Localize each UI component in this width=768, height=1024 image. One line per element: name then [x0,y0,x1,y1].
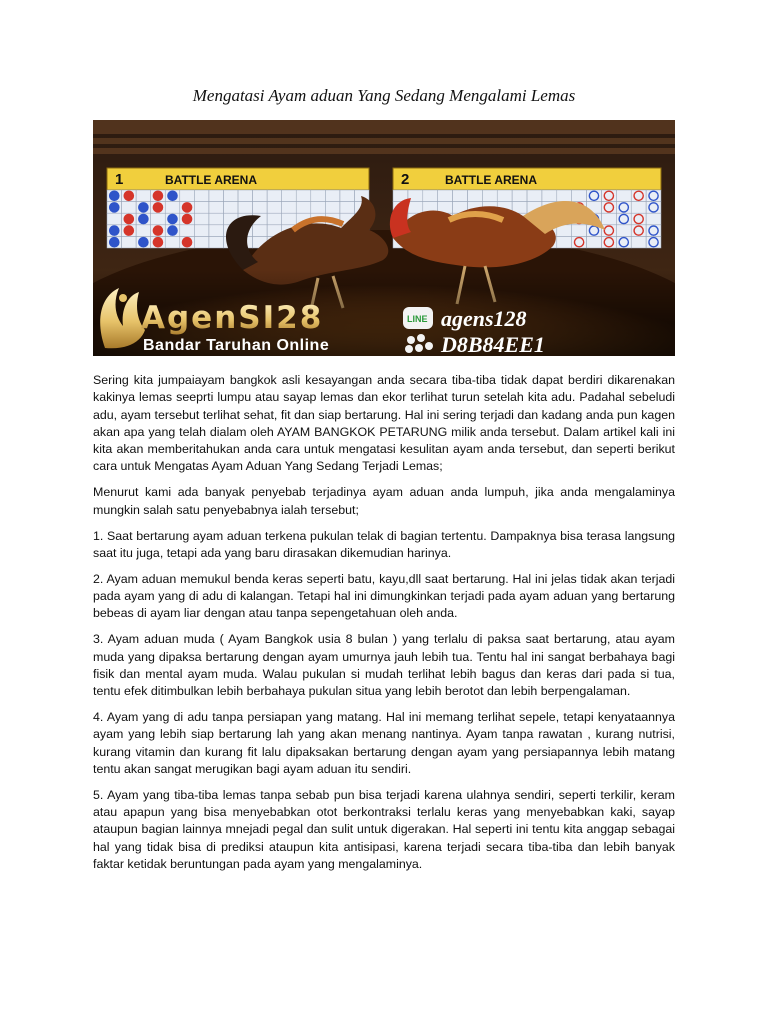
road-mark [124,191,133,200]
paragraph: Sering kita jumpaiayam bangkok asli kesayangan anda secara tiba-tiba tidak dapat berdiri dikarenakan kakinya lemas seeprti lumpu atau sayap lemas dan ekor terlihat turun setelah kita adu. Padahal sebeludi adu, ayam tersebut terlihat sehat, fit dan siap bertarung. Hal ini sering terjadi dan kadang anda pun kagen akan apa yang telah dialam oleh AYAM BANGKOK PETARUNG milik anda tersebut. Dalam artikel kali ini kita akan memberitahukan anda cara untuk mengatasi kesulitan ayam anda tersebut, dan seperti berikut cara untuk Mengatas Ayam Aduan Yang Sedang Terjadi Lemas; [93,373,675,474]
banner-image [93,120,675,356]
road-mark [110,238,119,247]
arena-right-label: BATTLE ARENA [445,173,537,187]
line-icon [403,307,433,329]
road-mark [182,238,191,247]
road-mark [139,203,148,212]
road-mark [153,191,162,200]
paragraph: 4. Ayam yang di adu tanpa persiapan yang matang. Hal ini memang terlihat sepele, tetapi kenyataannya ayam yang lebih siap bertarung lah yang akan menang nantinya. Ayam tanpa rawatan , kurang nutrisi, kurang vitamin dan kurang fit lalu dipaksakan bertarung dengan ayam yang persiapannya lebih matang tentu akan sangat merugikan bagi ayam aduan itu sendiri. [93,710,675,776]
road-mark [182,214,191,223]
road-mark [168,226,177,235]
road-mark [182,203,191,212]
road-mark [110,191,119,200]
road-mark [110,203,119,212]
road-mark [168,191,177,200]
paragraph: Menurut kami ada banyak penyebab terjadinya ayam aduan anda lumpuh, jika anda mengalaminya mungkin salah satu penyebabnya ialah tersebut; [93,485,675,517]
line-badge: LINE [407,314,428,324]
road-mark [110,226,119,235]
road-mark [139,214,148,223]
road-mark [153,238,162,247]
arena-right-number: 2 [401,171,410,188]
road-mark [153,203,162,212]
road-mark [139,238,148,247]
document-title: Mengatasi Ayam aduan Yang Sedang Mengalami Lemas [192,86,576,105]
road-mark [124,214,133,223]
arena-left-number: 1 [115,171,124,188]
brand-name: AgenSI28 [141,300,324,336]
road-mark [153,226,162,235]
paragraph: 2. Ayam aduan memukul benda keras seperti batu, kayu,dll saat bertarung. Hal ini jelas tidak akan terjadi pada ayam yang di adu di kalangan. Tetapi hal ini dimungkinkan terjadi pada ayam aduan yang bertarung bebeas di ayam liar dengan atau tanpa sepengetahuan oleh anda. [93,571,675,621]
brand-tagline: Bandar Taruhan Online [143,337,330,354]
article-body [93,372,675,882]
paragraph: 3. Ayam aduan muda ( Ayam Bangkok usia 8 bulan ) yang terlalu di paksa saat bertarung, atau ayam muda yang dipaksa bertarung dengan ayam umurnya jauh lebih tua. Tentu hal ini sangat berbahaya bagi fisik dan mental ayam muda. Walau pukulan si mudah terlihat lebih bagus dan keras dari pada si tua, tentu efek ditimbulkan lebih berbahaya pukulan situa yang lebih berotot dan lebih berpengalaman. [93,632,675,699]
road-mark [124,226,133,235]
bbm-id: D8B84EE1 [441,332,545,356]
road-mark [168,214,177,223]
paragraph: 5. Ayam yang tiba-tiba lemas tanpa sebab pun bisa terjadi karena ulahnya sendiri, seperti terkilir, keram atau apapun yang bisa menyebabkan otot berkontraksi terlalu keras yang menyebabkan kaki, sayap ataupun bagian lainnya mnejadi pegal dan sulit untuk digerakan. Hal seperti ini tentu kita anggap sebagai hal yang tidak bisa di prediksi ataupun kita antisipasi, karena terjadi secara tiba-tiba dan lebih banyak faktar ketidak beruntungan pada ayam yang mengalaminya. [93,787,675,871]
arena-left-label: BATTLE ARENA [165,173,257,187]
line-id: agens128 [441,306,527,331]
paragraph: 1. Saat bertarung ayam aduan terkena pukulan telak di bagian tertentu. Dampaknya bisa terasa langsung saat itu juga, tetapi ada yang baru dirasakan dikemudian harinya. [93,528,675,560]
